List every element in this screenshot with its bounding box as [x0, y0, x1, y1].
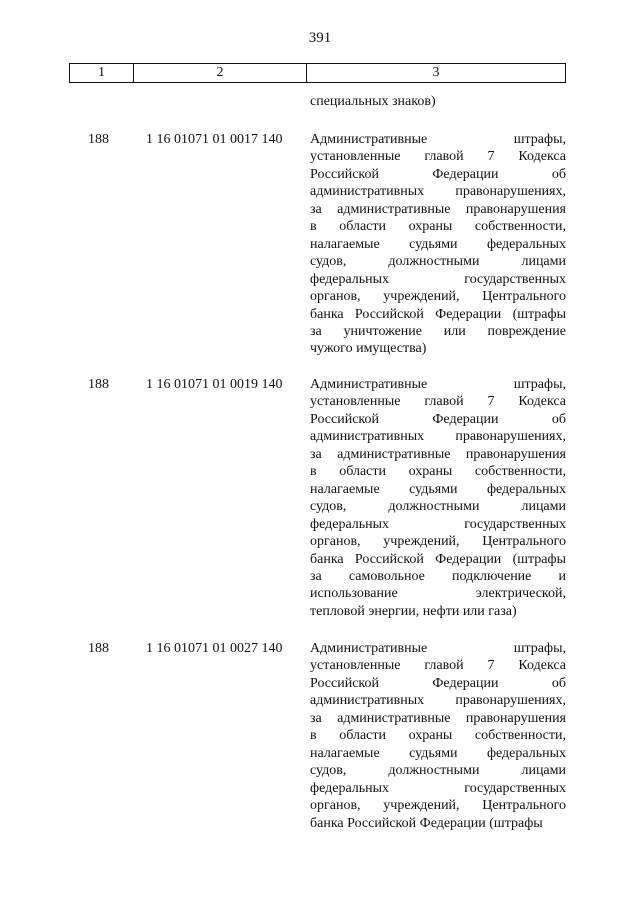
description-line: за административные правонарушения [310, 710, 566, 726]
description-line: административных правонарушениях, [310, 429, 566, 445]
description-line: судов, должностными лицами [310, 763, 566, 779]
entry-description [310, 640, 566, 832]
continuation-text: специальных знаков) [310, 94, 436, 109]
description-line: федеральных государственных [310, 780, 566, 796]
description-line: органов, учреждений, Центрального [310, 798, 566, 814]
description-line: Административные штрафы, [310, 641, 566, 656]
description-line: в области охраны собственности, [310, 464, 566, 480]
description-line: Российской Федерации об [310, 411, 566, 427]
description-line: тепловой энергии, нефти или газа) [310, 603, 517, 619]
description-line: установленные главой 7 Кодекса [310, 394, 566, 410]
admin-code: 188 [88, 132, 109, 147]
description-line: банка Российской Федерации (штрафы [310, 815, 543, 831]
entry-description [310, 131, 566, 358]
admin-code: 188 [88, 641, 109, 656]
description-line: органов, учреждений, Центрального [310, 289, 566, 305]
description-line: Российской Федерации об [310, 675, 566, 691]
kbk-code: 1 16 01071 01 0027 140 [146, 641, 283, 656]
description-line: чужого имущества) [310, 341, 427, 357]
kbk-code: 1 16 01071 01 0017 140 [146, 132, 283, 147]
description-line: использование электрической, [310, 586, 566, 602]
description-line: судов, должностными лицами [310, 254, 566, 270]
description-line: административных правонарушениях, [310, 693, 566, 709]
entry-description [310, 376, 566, 620]
description-line: за самовольное подключение и [310, 568, 566, 584]
description-line: налагаемые судьями федеральных [310, 481, 566, 497]
description-line: органов, учреждений, Центрального [310, 534, 566, 550]
description-line: административных правонарушениях, [310, 184, 566, 200]
column-3-header: 3 [432, 65, 440, 80]
description-line: Административные штрафы, [310, 377, 566, 392]
description-line: налагаемые судьями федеральных [310, 745, 566, 761]
description-line: в области охраны собственности, [310, 728, 566, 744]
column-1-header: 1 [70, 64, 134, 82]
description-line: налагаемые судьями федеральных [310, 236, 566, 252]
description-line: за административные правонарушения [310, 201, 566, 217]
page-number: 391 [308, 30, 332, 46]
description-line: банка Российской Федерации (штрафы [310, 306, 566, 322]
description-line: судов, должностными лицами [310, 499, 566, 515]
description-line: в области охраны собственности, [310, 219, 566, 235]
description-line: федеральных государственных [310, 516, 566, 532]
description-line: за уничтожение или повреждение [310, 323, 566, 339]
description-line: установленные главой 7 Кодекса [310, 149, 566, 165]
description-line: банка Российской Федерации (штрафы [310, 551, 566, 567]
description-line: за административные правонарушения [310, 446, 566, 462]
description-line: установленные главой 7 Кодекса [310, 658, 566, 674]
description-line: Административные штрафы, [310, 132, 566, 147]
description-line: Российской Федерации об [310, 166, 566, 182]
admin-code: 188 [88, 377, 109, 392]
table-header-row [69, 63, 566, 83]
column-2-header: 2 [134, 64, 307, 82]
description-line: федеральных государственных [310, 271, 566, 287]
kbk-code: 1 16 01071 01 0019 140 [146, 377, 283, 392]
